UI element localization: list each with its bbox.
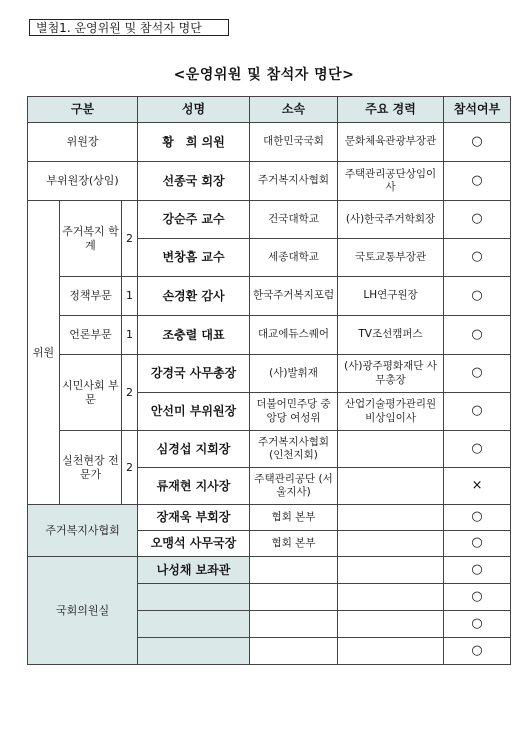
member-affiliation bbox=[250, 557, 338, 584]
member-affiliation: 주거복지사협회 bbox=[250, 162, 338, 201]
member-career bbox=[338, 611, 444, 638]
group-members: 위원 bbox=[28, 201, 60, 505]
attendance-mark: × bbox=[444, 468, 511, 505]
attachment-label: 별첨1. 운영위원 및 참석자 명단 bbox=[29, 19, 229, 36]
member-affiliation: 협회 본부 bbox=[250, 505, 338, 531]
member-affiliation: 한국주거복지포럼 bbox=[250, 277, 338, 316]
attendance-mark: ○ bbox=[444, 123, 511, 162]
attendance-mark: ○ bbox=[444, 584, 511, 611]
attendance-mark: ○ bbox=[444, 557, 511, 584]
committee-roster-table bbox=[27, 96, 511, 665]
document-title: <운영위원 및 참석자 명단> bbox=[173, 67, 355, 83]
table-row bbox=[28, 277, 511, 316]
table-row bbox=[28, 162, 511, 201]
member-affiliation bbox=[250, 584, 338, 611]
table-row bbox=[28, 557, 511, 584]
member-affiliation: 협회 본부 bbox=[250, 531, 338, 557]
subgroup-policy: 정책부문 bbox=[60, 277, 122, 316]
member-name: 손경환 감사 bbox=[138, 277, 250, 316]
member-career: (사)광주평화재단 사무총장 bbox=[338, 355, 444, 393]
table-row bbox=[28, 505, 511, 531]
member-affiliation: 건국대학교 bbox=[250, 201, 338, 239]
member-name: 오맹석 사무국장 bbox=[138, 531, 250, 557]
member-career: (사)한국주거학회장 bbox=[338, 201, 444, 239]
attendance-mark: ○ bbox=[444, 505, 511, 531]
member-affiliation: 주택관리공단 (서울지사) bbox=[250, 468, 338, 505]
member-career bbox=[338, 638, 444, 665]
member-career: 문화체육관광부장관 bbox=[338, 123, 444, 162]
table-row bbox=[28, 123, 511, 162]
header-category: 구분 bbox=[28, 97, 138, 123]
member-name: 류재현 지사장 bbox=[138, 468, 250, 505]
attendance-mark: ○ bbox=[444, 162, 511, 201]
member-career bbox=[338, 505, 444, 531]
member-name bbox=[138, 611, 250, 638]
member-affiliation: (사)발휘재 bbox=[250, 355, 338, 393]
member-career bbox=[338, 468, 444, 505]
group-association: 주거복지사협회 bbox=[28, 505, 138, 557]
header-affiliation: 소속 bbox=[250, 97, 338, 123]
member-career: 국토교통부장관 bbox=[338, 239, 444, 277]
member-name: 안선미 부위원장 bbox=[138, 393, 250, 431]
header-name: 성명 bbox=[138, 97, 250, 123]
member-affiliation bbox=[250, 638, 338, 665]
subgroup-count: 2 bbox=[122, 431, 138, 505]
subgroup-field: 실천현장 전문가 bbox=[60, 431, 122, 505]
attendance-mark: ○ bbox=[444, 277, 511, 316]
table-row bbox=[28, 355, 511, 393]
attendance-mark: ○ bbox=[444, 611, 511, 638]
member-career: LH연구원장 bbox=[338, 277, 444, 316]
member-name: 심경섭 지회장 bbox=[138, 431, 250, 468]
group-vice-chair: 부위원장(상임) bbox=[28, 162, 138, 201]
subgroup-civil: 시민사회 부문 bbox=[60, 355, 122, 431]
header-career: 주요 경력 bbox=[338, 97, 444, 123]
member-affiliation: 더불어민주당 중앙당 여성위 bbox=[250, 393, 338, 431]
table-row bbox=[28, 431, 511, 468]
member-name: 조충렬 대표 bbox=[138, 316, 250, 355]
attendance-mark: ○ bbox=[444, 531, 511, 557]
member-name: 선종국 회장 bbox=[138, 162, 250, 201]
member-career bbox=[338, 531, 444, 557]
header-attendance: 참석여부 bbox=[444, 97, 511, 123]
attendance-mark: ○ bbox=[444, 316, 511, 355]
header-row bbox=[28, 97, 511, 123]
attendance-mark: ○ bbox=[444, 239, 511, 277]
member-career: TV조선캠퍼스 bbox=[338, 316, 444, 355]
member-career bbox=[338, 557, 444, 584]
group-assembly-office: 국회의원실 bbox=[28, 557, 138, 665]
attendance-mark: ○ bbox=[444, 638, 511, 665]
group-chair: 위원장 bbox=[28, 123, 138, 162]
subgroup-count: 1 bbox=[122, 277, 138, 316]
member-career: 주택관리공단상임이사 bbox=[338, 162, 444, 201]
member-name: 강경국 사무총장 bbox=[138, 355, 250, 393]
attendance-mark: ○ bbox=[444, 393, 511, 431]
member-name: 나성채 보좌관 bbox=[138, 557, 250, 584]
table-row bbox=[28, 316, 511, 355]
member-affiliation: 대교에듀스퀘어 bbox=[250, 316, 338, 355]
attendance-mark: ○ bbox=[444, 355, 511, 393]
subgroup-housing: 주거복지 학계 bbox=[60, 201, 122, 277]
member-career bbox=[338, 431, 444, 468]
member-name: 황 희 의원 bbox=[138, 123, 250, 162]
subgroup-count: 2 bbox=[122, 201, 138, 277]
member-name: 장재욱 부회장 bbox=[138, 505, 250, 531]
member-name: 변창흠 교수 bbox=[138, 239, 250, 277]
member-name bbox=[138, 638, 250, 665]
member-career: 산업기술평가관리원 비상임이사 bbox=[338, 393, 444, 431]
subgroup-press: 언론부문 bbox=[60, 316, 122, 355]
attendance-mark: ○ bbox=[444, 201, 511, 239]
member-name: 강순주 교수 bbox=[138, 201, 250, 239]
member-affiliation bbox=[250, 611, 338, 638]
member-name bbox=[138, 584, 250, 611]
attendance-mark: ○ bbox=[444, 431, 511, 468]
subgroup-count: 2 bbox=[122, 355, 138, 431]
member-career bbox=[338, 584, 444, 611]
member-affiliation: 주거복지사협회 (인천지회) bbox=[250, 431, 338, 468]
member-affiliation: 세종대학교 bbox=[250, 239, 338, 277]
member-affiliation: 대한민국국회 bbox=[250, 123, 338, 162]
subgroup-count: 1 bbox=[122, 316, 138, 355]
table-row bbox=[28, 201, 511, 239]
